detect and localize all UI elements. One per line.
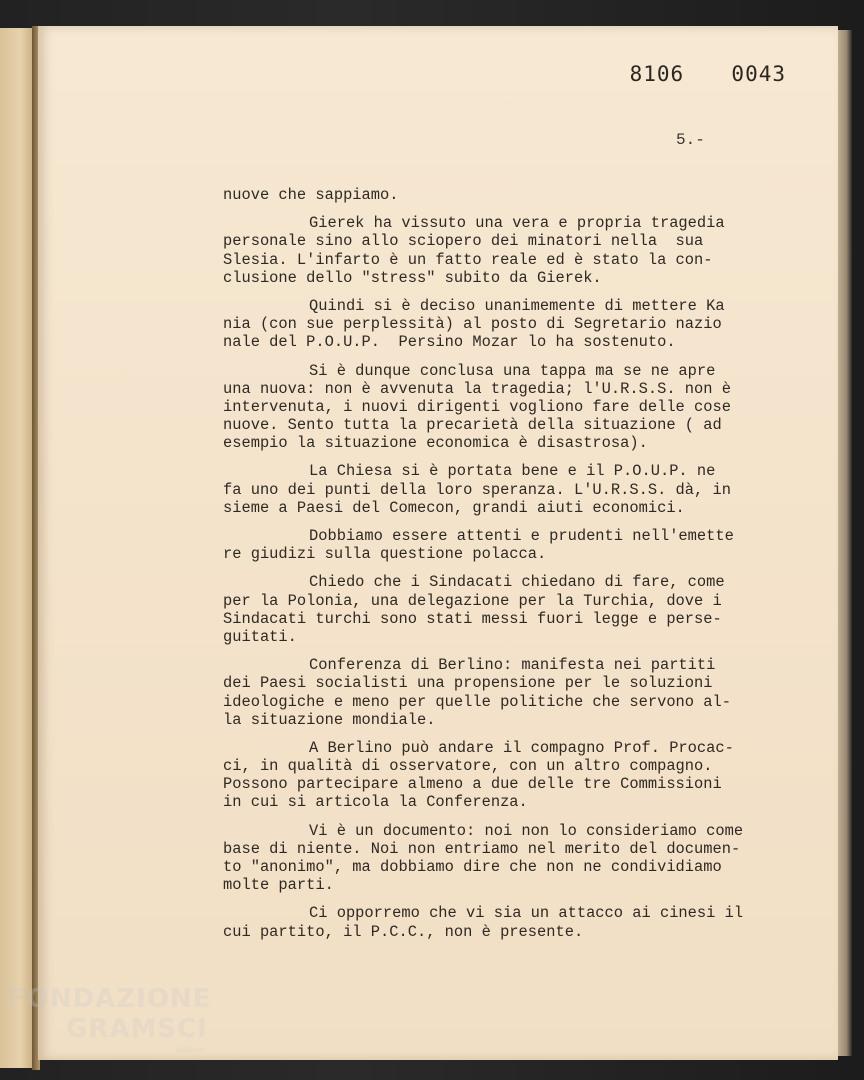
text-line: personale sino allo sciopero dei minatori nella sua xyxy=(223,232,704,251)
paragraph xyxy=(223,904,768,940)
text-line: nale del P.O.U.P. Persino Mozar lo ha sostenuto. xyxy=(223,333,676,352)
text-line: cui partito, il P.C.C., non è presente. xyxy=(223,922,584,941)
text-line: per la Polonia, una delegazione per la Turchia, dove i xyxy=(223,591,722,610)
facing-page-edge xyxy=(0,28,36,1068)
page-stack-edge xyxy=(838,30,852,1056)
text-line: Possono partecipare almeno a due delle tre Commissioni xyxy=(223,775,722,794)
typed-body-text xyxy=(223,186,768,951)
text-line: A Berlino può andare il compagno Prof. Procac- xyxy=(309,738,734,757)
paragraph xyxy=(223,822,768,895)
paragraph xyxy=(223,573,768,646)
text-line: fa uno dei punti della loro speranza. L'U.R.S.S. dà, in xyxy=(223,480,731,499)
paragraph xyxy=(223,362,768,453)
text-line: clusione dello "stress" subito da Gierek. xyxy=(223,268,602,287)
text-line: una nuova: non è avvenuta la tragedia; l'U.R.S.S. non è xyxy=(223,379,731,398)
text-line: Conferenza di Berlino: manifesta nei partiti xyxy=(309,656,716,675)
text-line: base di niente. Noi non entriamo nel merito del documen- xyxy=(223,839,741,858)
watermark-line-2: GRAMSCI xyxy=(66,1014,208,1044)
text-line: Dobbiamo essere attenti e prudenti nell'emette xyxy=(309,527,734,545)
watermark-line-1: FONDAZIONE xyxy=(8,984,212,1014)
text-line: guitati. xyxy=(223,627,297,646)
text-line: re giudizi sulla questione polacca. xyxy=(223,545,547,564)
paragraph xyxy=(223,527,768,563)
text-line: La Chiesa si è portata bene e il P.O.U.P. ne xyxy=(309,462,716,481)
text-line: dei Paesi socialisti una propensione per le soluzioni xyxy=(223,674,713,693)
text-line: in cui si articola la Conferenza. xyxy=(223,793,528,812)
archive-reference-number: 8106 0043 xyxy=(629,62,786,86)
text-line: molte parti. xyxy=(223,876,334,895)
text-line: Si è dunque conclusa una tappa ma se ne apre xyxy=(309,361,716,380)
paragraph xyxy=(223,656,768,729)
paragraph xyxy=(223,186,768,204)
text-line: esempio la situazione economica è disastrosa). xyxy=(223,434,648,453)
text-line: nuove che sappiamo. xyxy=(223,186,399,204)
paragraph xyxy=(223,739,768,812)
text-line: ci, in qualità di osservatore, con un altro compagno. xyxy=(223,757,713,776)
text-line: Chiedo che i Sindacati chiedano di fare, come xyxy=(309,573,725,592)
text-line: ideologiche e meno per quelle politiche che servono al- xyxy=(223,692,731,711)
text-line: Sindacati turchi sono stati messi fuori legge e perse- xyxy=(223,609,722,628)
text-line: intervenuta, i nuovi dirigenti vogliono fare delle cose xyxy=(223,397,731,416)
text-line: nuove. Sento tutta la precarietà della situazione ( ad xyxy=(223,416,722,435)
text-line: la situazione mondiale. xyxy=(223,710,436,729)
text-line: to "anonimo", ma dobbiamo dire che non ne condividiamo xyxy=(223,858,722,876)
paragraph xyxy=(223,462,768,517)
text-line: nia (con sue perplessità) al posto di Segretario nazio xyxy=(223,315,722,334)
paragraph xyxy=(223,214,768,287)
text-line: Quindi si è deciso unanimemente di mettere Ka xyxy=(309,296,725,315)
paragraph xyxy=(223,297,768,352)
text-line: sieme a Paesi del Comecon, grandi aiuti economici. xyxy=(223,498,685,517)
text-line: Slesia. L'infarto è un fatto reale ed è stato la con- xyxy=(223,250,713,269)
text-line: Ci opporremo che vi sia un attacco ai cinesi il xyxy=(309,904,744,923)
text-line: Vi è un documento: noi non lo consideriamo come xyxy=(309,821,744,840)
page-number: 5.- xyxy=(676,131,705,149)
fondazione-gramsci-watermark xyxy=(8,986,211,1054)
watermark-subtitle: online xyxy=(176,1045,204,1054)
text-line: Gierek ha vissuto una vera e propria tragedia xyxy=(309,214,725,233)
